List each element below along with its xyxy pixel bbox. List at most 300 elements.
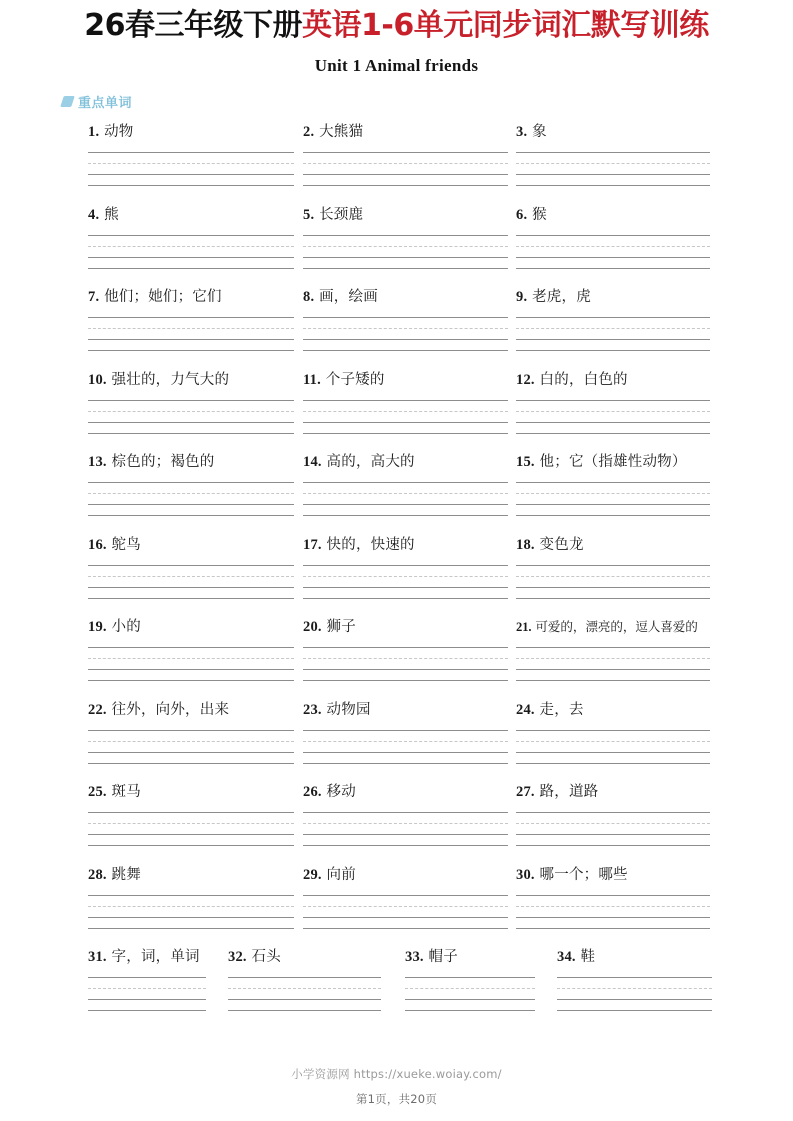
- vocab-item: [88, 535, 302, 555]
- writing-line: [88, 152, 294, 153]
- writing-lines[interactable]: [303, 812, 508, 852]
- writing-lines[interactable]: [516, 235, 710, 275]
- writing-line: [88, 977, 206, 978]
- vocab-item-text: 动物园: [326, 701, 371, 718]
- writing-lines[interactable]: [516, 730, 710, 770]
- vocab-item-label: [303, 617, 515, 637]
- writing-line: [405, 999, 535, 1000]
- vocab-item-text: 个子矮的: [325, 371, 385, 388]
- vocab-item-number: 25.: [88, 784, 107, 800]
- writing-line: [88, 317, 294, 318]
- vocab-item: [516, 452, 712, 472]
- writing-line: [303, 598, 508, 599]
- vocab-item-number: 27.: [516, 784, 535, 800]
- vocab-item-text: 往外，向外，出来: [111, 701, 230, 718]
- writing-line: [303, 235, 508, 236]
- writing-line: [557, 1010, 712, 1011]
- vocab-item: [88, 122, 302, 142]
- writing-line: [557, 999, 712, 1000]
- vocab-item-number: 31.: [88, 949, 107, 965]
- writing-line: [516, 680, 710, 681]
- writing-line: [516, 730, 710, 731]
- vocab-item-label: [405, 947, 458, 967]
- writing-line: [88, 823, 294, 824]
- writing-line: [88, 433, 294, 434]
- vocab-item-label: [516, 452, 712, 472]
- writing-line: [516, 350, 710, 351]
- writing-line: [516, 257, 710, 258]
- writing-line: [303, 917, 508, 918]
- vocab-item-label: [88, 452, 302, 472]
- vocab-item: [303, 452, 515, 472]
- writing-line: [88, 999, 206, 1000]
- vocab-item-text: 可爱的，漂亮的，逗人喜爱的: [535, 619, 698, 634]
- vocab-item-text: 象: [532, 124, 547, 140]
- vocab-item-text: 大熊猫: [319, 124, 364, 140]
- vocab-item-number: 29.: [303, 866, 322, 883]
- writing-line: [303, 246, 508, 247]
- writing-line: [88, 928, 294, 929]
- writing-line: [516, 185, 710, 186]
- writing-line: [516, 246, 710, 247]
- vocab-item-label: [88, 947, 200, 967]
- vocab-item: [516, 865, 712, 885]
- vocab-item: [516, 617, 712, 637]
- vocab-row: [0, 287, 793, 370]
- writing-lines[interactable]: [303, 565, 508, 605]
- writing-line: [88, 741, 294, 742]
- vocab-item-label: [516, 700, 712, 720]
- writing-line: [516, 268, 710, 269]
- writing-line: [88, 752, 294, 753]
- vocab-item-text: 长颈鹿: [319, 206, 364, 223]
- vocab-item-number: 13.: [88, 454, 107, 470]
- vocab-row: [0, 205, 793, 288]
- writing-lines[interactable]: [303, 235, 508, 275]
- writing-lines[interactable]: [516, 565, 710, 605]
- writing-line: [303, 845, 508, 846]
- writing-lines[interactable]: [516, 152, 710, 192]
- writing-line: [516, 317, 710, 318]
- writing-line: [405, 977, 535, 978]
- vocab-item-number: 14.: [303, 454, 322, 470]
- writing-lines[interactable]: [303, 730, 508, 770]
- vocab-item-number: 2.: [303, 124, 315, 140]
- vocab-item: [303, 617, 515, 637]
- writing-line: [88, 328, 294, 329]
- writing-lines[interactable]: [557, 977, 712, 1017]
- page-title: [0, 6, 793, 46]
- writing-line: [516, 658, 710, 659]
- vocab-item: [303, 535, 515, 555]
- writing-line: [303, 328, 508, 329]
- vocab-item-number: 9.: [516, 289, 528, 305]
- vocab-item-number: 30.: [516, 866, 535, 883]
- writing-line: [303, 317, 508, 318]
- vocab-item-number: 23.: [303, 701, 322, 718]
- writing-line: [88, 504, 294, 505]
- writing-line: [88, 895, 294, 896]
- writing-line: [303, 647, 508, 648]
- vocab-item: [88, 287, 302, 307]
- writing-line: [303, 730, 508, 731]
- vocab-item: [88, 452, 302, 472]
- vocab-item-number: 22.: [88, 701, 107, 718]
- vocab-item-text: 熊: [104, 206, 119, 223]
- writing-line: [88, 834, 294, 835]
- vocab-item-label: [516, 782, 712, 802]
- vocab-item-label: [88, 535, 302, 555]
- writing-line: [303, 185, 508, 186]
- writing-line: [303, 339, 508, 340]
- vocab-item: [88, 617, 302, 637]
- writing-line: [88, 174, 294, 175]
- writing-line: [228, 988, 381, 989]
- vocab-item-number: 10.: [88, 371, 107, 388]
- vocab-row: [0, 700, 793, 783]
- vocab-item: [303, 122, 515, 142]
- page-title-red-part: 英语1-6单元同步词汇默写训练: [302, 8, 709, 43]
- writing-line: [516, 669, 710, 670]
- vocab-item: [516, 700, 712, 720]
- vocab-item-number: 18.: [516, 536, 535, 553]
- writing-line: [405, 1010, 535, 1011]
- vocab-item: [228, 947, 281, 967]
- vocab-item-label: [88, 865, 302, 885]
- writing-line: [303, 895, 508, 896]
- vocab-item-label: [88, 782, 302, 802]
- vocab-item-number: 32.: [228, 949, 247, 965]
- vocab-item: [303, 700, 515, 720]
- vocab-item-label: [88, 287, 302, 307]
- vocab-item-number: 1.: [88, 124, 100, 140]
- writing-line: [303, 400, 508, 401]
- writing-line: [303, 669, 508, 670]
- writing-line: [405, 988, 535, 989]
- writing-line: [88, 163, 294, 164]
- writing-line: [516, 917, 710, 918]
- vocab-item-text: 他们；她们；它们: [104, 289, 222, 305]
- vocab-item-text: 字，词，单词: [111, 949, 200, 965]
- writing-line: [88, 576, 294, 577]
- vocab-item-label: [88, 617, 302, 637]
- writing-line: [557, 988, 712, 989]
- vocab-item-label: [516, 205, 712, 225]
- vocab-item-label: [303, 205, 515, 225]
- vocab-item: [88, 370, 302, 390]
- writing-line: [303, 493, 508, 494]
- vocab-row-last: [0, 947, 793, 1017]
- writing-line: [516, 433, 710, 434]
- writing-lines[interactable]: [88, 647, 294, 687]
- vocab-item-text: 猴: [532, 206, 547, 223]
- vocab-item-number: 12.: [516, 371, 535, 388]
- diamond-icon: [60, 96, 75, 107]
- writing-line: [303, 565, 508, 566]
- vocab-item-label: [516, 535, 712, 555]
- writing-line: [88, 565, 294, 566]
- vocab-item-text: 跳舞: [111, 866, 141, 883]
- vocab-item: [88, 700, 302, 720]
- writing-line: [303, 433, 508, 434]
- writing-line: [516, 163, 710, 164]
- writing-line: [88, 680, 294, 681]
- vocab-item-text: 路，道路: [539, 784, 599, 800]
- writing-line: [88, 339, 294, 340]
- vocab-item-text: 强壮的，力气大的: [111, 371, 230, 388]
- vocab-item-number: 3.: [516, 124, 528, 140]
- writing-line: [303, 812, 508, 813]
- vocab-row: [0, 535, 793, 618]
- vocab-item: [516, 122, 712, 142]
- writing-line: [88, 268, 294, 269]
- vocab-item-text: 他；它（指雄性动物）: [539, 454, 687, 470]
- writing-lines[interactable]: [516, 895, 710, 935]
- writing-line: [303, 587, 508, 588]
- writing-line: [88, 246, 294, 247]
- vocab-item-label: [88, 122, 302, 142]
- vocab-item-text: 鸵鸟: [111, 536, 141, 553]
- vocab-item: [88, 865, 302, 885]
- writing-line: [516, 741, 710, 742]
- vocab-item-label: [88, 700, 302, 720]
- vocab-item: [516, 370, 712, 390]
- writing-lines[interactable]: [516, 647, 710, 687]
- vocab-item-text: 白的，白色的: [539, 371, 628, 388]
- writing-lines[interactable]: [303, 647, 508, 687]
- vocab-item: [88, 947, 200, 967]
- writing-line: [516, 235, 710, 236]
- writing-lines[interactable]: [88, 235, 294, 275]
- vocab-item-number: 21.: [516, 620, 532, 634]
- writing-lines[interactable]: [516, 812, 710, 852]
- vocab-item-label: [303, 452, 515, 472]
- vocab-item: [516, 535, 712, 555]
- vocab-item: [88, 205, 302, 225]
- writing-line: [516, 598, 710, 599]
- writing-line: [516, 895, 710, 896]
- writing-line: [516, 906, 710, 907]
- writing-line: [516, 823, 710, 824]
- vocab-item-text: 鞋: [580, 949, 596, 965]
- vocab-item: [88, 782, 302, 802]
- writing-lines[interactable]: [516, 317, 710, 357]
- vocab-item-label: [303, 122, 515, 142]
- vocab-item-text: 小的: [111, 619, 141, 635]
- vocab-item: [516, 205, 712, 225]
- writing-line: [88, 482, 294, 483]
- vocabulary-grid: [0, 122, 793, 1017]
- writing-line: [88, 1010, 206, 1011]
- vocab-item-number: 4.: [88, 206, 100, 223]
- vocab-item-text: 动物: [104, 124, 134, 140]
- writing-lines[interactable]: [88, 730, 294, 770]
- writing-line: [303, 482, 508, 483]
- vocab-item-number: 8.: [303, 289, 315, 305]
- vocab-item: [303, 370, 515, 390]
- writing-line: [88, 763, 294, 764]
- vocab-item-text: 狮子: [326, 619, 356, 635]
- vocab-item-number: 5.: [303, 206, 315, 223]
- writing-line: [88, 515, 294, 516]
- writing-lines[interactable]: [88, 400, 294, 440]
- writing-lines[interactable]: [516, 400, 710, 440]
- section-label: [62, 92, 132, 110]
- writing-line: [516, 576, 710, 577]
- writing-line: [88, 845, 294, 846]
- vocab-row: [0, 370, 793, 453]
- writing-line: [88, 257, 294, 258]
- writing-line: [303, 350, 508, 351]
- writing-line: [88, 422, 294, 423]
- writing-lines[interactable]: [228, 977, 381, 1017]
- writing-line: [88, 350, 294, 351]
- writing-line: [516, 152, 710, 153]
- writing-line: [303, 174, 508, 175]
- writing-line: [516, 174, 710, 175]
- writing-line: [303, 576, 508, 577]
- vocab-item: [516, 782, 712, 802]
- vocab-item-text: 画，绘画: [319, 289, 378, 305]
- writing-lines[interactable]: [303, 482, 508, 522]
- writing-lines[interactable]: [88, 565, 294, 605]
- writing-lines[interactable]: [303, 152, 508, 192]
- writing-line: [88, 906, 294, 907]
- writing-lines[interactable]: [88, 482, 294, 522]
- vocab-item-text: 斑马: [111, 784, 141, 800]
- writing-line: [303, 928, 508, 929]
- writing-line: [516, 482, 710, 483]
- writing-line: [516, 422, 710, 423]
- vocab-item-label: [516, 865, 712, 885]
- writing-line: [303, 752, 508, 753]
- writing-lines[interactable]: [405, 977, 535, 1017]
- writing-line: [88, 185, 294, 186]
- writing-lines[interactable]: [303, 895, 508, 935]
- writing-line: [303, 504, 508, 505]
- vocab-row: [0, 452, 793, 535]
- vocab-item-label: [516, 370, 712, 390]
- vocab-item-label: [228, 947, 281, 967]
- writing-line: [303, 823, 508, 824]
- vocab-item-number: 11.: [303, 371, 321, 388]
- writing-line: [88, 812, 294, 813]
- writing-line: [303, 163, 508, 164]
- vocab-item-number: 19.: [88, 619, 107, 635]
- writing-line: [516, 515, 710, 516]
- writing-line: [303, 763, 508, 764]
- writing-line: [516, 411, 710, 412]
- writing-line: [516, 845, 710, 846]
- vocab-item-text: 走，去: [539, 701, 584, 718]
- vocab-item-text: 高的，高大的: [326, 454, 415, 470]
- vocab-item-number: 26.: [303, 784, 322, 800]
- unit-heading: Unit 1 Animal friends: [314, 56, 479, 75]
- writing-line: [516, 328, 710, 329]
- writing-line: [303, 680, 508, 681]
- vocab-item-number: 17.: [303, 536, 322, 553]
- writing-lines[interactable]: [88, 977, 206, 1017]
- writing-lines[interactable]: [516, 482, 710, 522]
- writing-lines[interactable]: [303, 400, 508, 440]
- writing-line: [88, 658, 294, 659]
- vocab-item-number: 15.: [516, 454, 535, 470]
- vocab-item-label: [303, 700, 515, 720]
- vocab-item-label: [88, 205, 302, 225]
- vocab-item-text: 移动: [326, 784, 356, 800]
- writing-line: [516, 339, 710, 340]
- writing-line: [88, 493, 294, 494]
- writing-line: [88, 400, 294, 401]
- footer-site-credit: 小学资源网 https://xueke.woiay.com/: [291, 1067, 502, 1081]
- section-label-text: 重点单词: [78, 95, 133, 111]
- vocab-item-number: 7.: [88, 289, 100, 305]
- writing-line: [303, 257, 508, 258]
- vocab-item-label: [303, 865, 515, 885]
- writing-line: [228, 977, 381, 978]
- writing-lines[interactable]: [88, 152, 294, 192]
- vocab-item: [557, 947, 595, 967]
- writing-line: [88, 669, 294, 670]
- writing-lines[interactable]: [88, 317, 294, 357]
- writing-line: [88, 917, 294, 918]
- writing-line: [516, 763, 710, 764]
- writing-line: [516, 752, 710, 753]
- vocab-item-number: 28.: [88, 866, 107, 883]
- vocab-item-label: [88, 370, 302, 390]
- vocab-row: [0, 782, 793, 865]
- writing-line: [88, 598, 294, 599]
- writing-line: [557, 977, 712, 978]
- writing-line: [516, 647, 710, 648]
- vocab-row: [0, 617, 793, 700]
- vocab-item-number: 20.: [303, 619, 322, 635]
- writing-lines[interactable]: [303, 317, 508, 357]
- vocab-item-text: 老虎，虎: [532, 289, 591, 305]
- writing-line: [303, 411, 508, 412]
- vocab-item-label: [303, 370, 515, 390]
- writing-lines[interactable]: [88, 895, 294, 935]
- vocab-item: [303, 782, 515, 802]
- writing-line: [88, 730, 294, 731]
- writing-line: [228, 1010, 381, 1011]
- writing-line: [303, 658, 508, 659]
- vocab-item: [303, 205, 515, 225]
- writing-line: [303, 268, 508, 269]
- writing-line: [228, 999, 381, 1000]
- writing-line: [88, 647, 294, 648]
- vocab-item-number: 6.: [516, 206, 528, 223]
- vocab-row: [0, 122, 793, 205]
- vocab-item-text: 快的，快速的: [326, 536, 415, 553]
- writing-line: [516, 565, 710, 566]
- writing-line: [303, 834, 508, 835]
- writing-lines[interactable]: [88, 812, 294, 852]
- vocab-item: [303, 287, 515, 307]
- page-title-black-part: 26春三年级下册: [84, 8, 303, 43]
- vocab-item: [303, 865, 515, 885]
- writing-line: [303, 515, 508, 516]
- vocab-item: [405, 947, 458, 967]
- vocab-row: [0, 865, 793, 948]
- vocab-item-label: [303, 782, 515, 802]
- vocab-item-text: 向前: [326, 866, 356, 883]
- writing-line: [303, 906, 508, 907]
- vocab-item-label: [557, 947, 595, 967]
- writing-line: [516, 587, 710, 588]
- vocab-item-text: 帽子: [428, 949, 458, 965]
- writing-line: [88, 411, 294, 412]
